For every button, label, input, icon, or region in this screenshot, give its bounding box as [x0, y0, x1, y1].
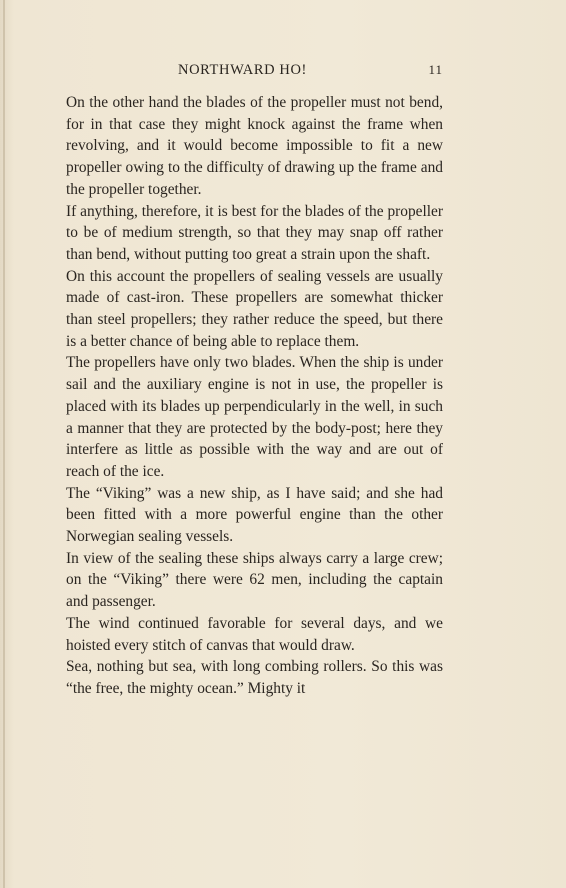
- paragraph: The wind continued favorable for several days, and we hoisted every stitch of canvas that would draw.: [66, 614, 443, 654]
- paragraph: The propellers have only two blades. When the ship is under sail and the auxiliary engine is not in use, the propeller is placed with its blades up perpendicularly in the well, in such a manner that they are protected by the body-post; here they interfere as little as possible with the way and are out of reach of the ice.: [66, 354, 443, 480]
- paragraph: If anything, therefore, it is best for the blades of the propeller to be of medium strength, so that they may snap off rather than bend, without putting too great a strain upon the shaft.: [66, 202, 443, 263]
- paragraph: On the other hand the blades of the propeller must not bend, for in that case they might knock against the frame when revolving, and it would become impossible to fit a new propeller owing to the difficulty of drawing up the frame and the propeller together.: [66, 94, 443, 198]
- running-title: NORTHWARD HO!: [178, 62, 307, 78]
- page-gutter: [3, 0, 5, 888]
- page-number: 11: [428, 62, 443, 77]
- paragraph: Sea, nothing but sea, with long combing rollers. So this was “the free, the mighty ocean.” Mighty it: [66, 658, 443, 697]
- paragraph: On this account the propellers of sealing vessels are usually made of cast-iron. These propellers are somewhat thicker than steel propellers; they rather reduce the speed, but there is a better chance of being able to replace them.: [66, 267, 443, 350]
- running-head: [66, 62, 443, 82]
- paragraph: In view of the sealing these ships always carry a large crew; on the “Viking” there were 62 men, including the captain and passenger.: [66, 549, 443, 611]
- body-text: [66, 92, 443, 700]
- paragraph: The “Viking” was a new ship, as I have said; and she had been fitted with a more powerful engine than the other Norwegian sealing vessels.: [66, 484, 443, 546]
